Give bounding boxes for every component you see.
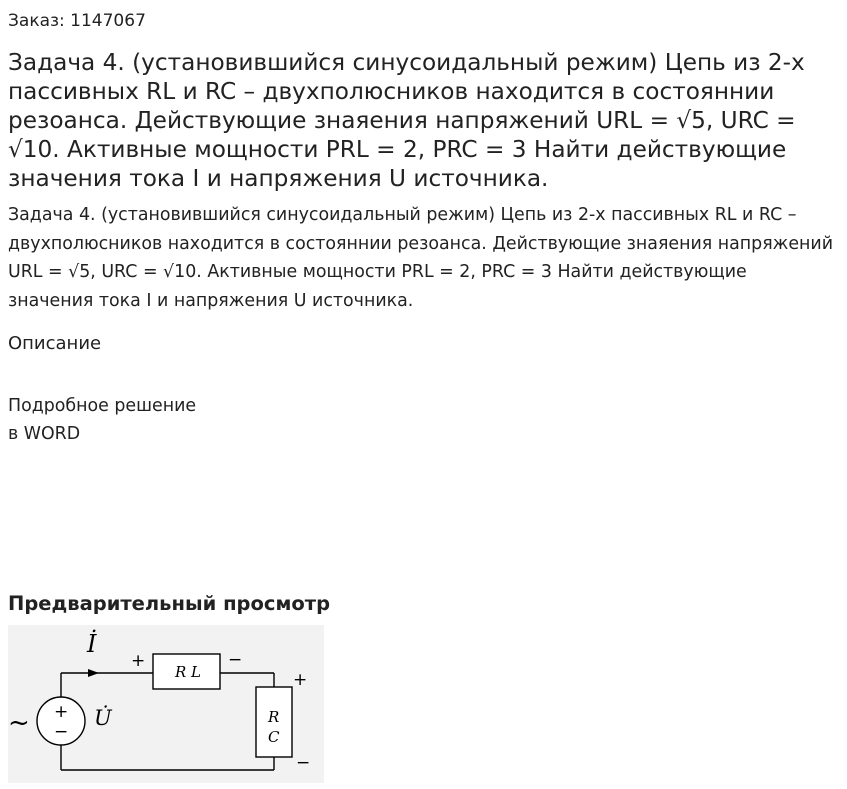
rc-label-c: C	[268, 728, 280, 746]
task-text: Задача 4. (установившийся синусоидальный режим) Цепь из 2-х пассивных RL и RC – двухполюсников находится в состояннии резоанса. Действующие знаяения напряжений URL = √5, URC = √10. Активные мощности PRL = 2, PRC = 3 Найти действующие значения тока I и напряжения U источника.	[8, 205, 834, 311]
rc-minus: −	[296, 753, 311, 773]
preview-heading: Предварительный просмотр	[8, 592, 331, 615]
order-number: Заказ: 1147067	[8, 11, 146, 31]
rc-label-r: R	[268, 708, 280, 726]
current-label: İ	[87, 630, 97, 658]
preview-image	[8, 625, 324, 783]
rc-plus: +	[293, 670, 308, 690]
rl-label: R L	[175, 663, 202, 681]
ac-tilde-icon: ~	[8, 708, 30, 738]
description-line-2: в WORD	[8, 424, 81, 444]
voltage-label: U̇	[94, 706, 112, 730]
rl-plus: +	[131, 651, 146, 671]
source-plus: +	[54, 702, 69, 722]
rl-minus: −	[228, 650, 243, 670]
description-line-1: Подробное решение	[8, 396, 197, 416]
current-arrow-icon	[88, 669, 99, 677]
task-title: Задача 4. (установившийся синусоидальный режим) Цепь из 2-х пассивных RL и RC – двухполюсников находится в состояннии резоанса. Действующие знаяения напряжений URL = √5, URC = √10. Активные мощности PRL = 2, PRC = 3 Найти действующие значения тока I и напряжения U источника.	[8, 49, 805, 192]
circuit-diagram	[8, 625, 324, 783]
description-heading: Описание	[8, 333, 102, 354]
source-minus: −	[54, 722, 69, 742]
